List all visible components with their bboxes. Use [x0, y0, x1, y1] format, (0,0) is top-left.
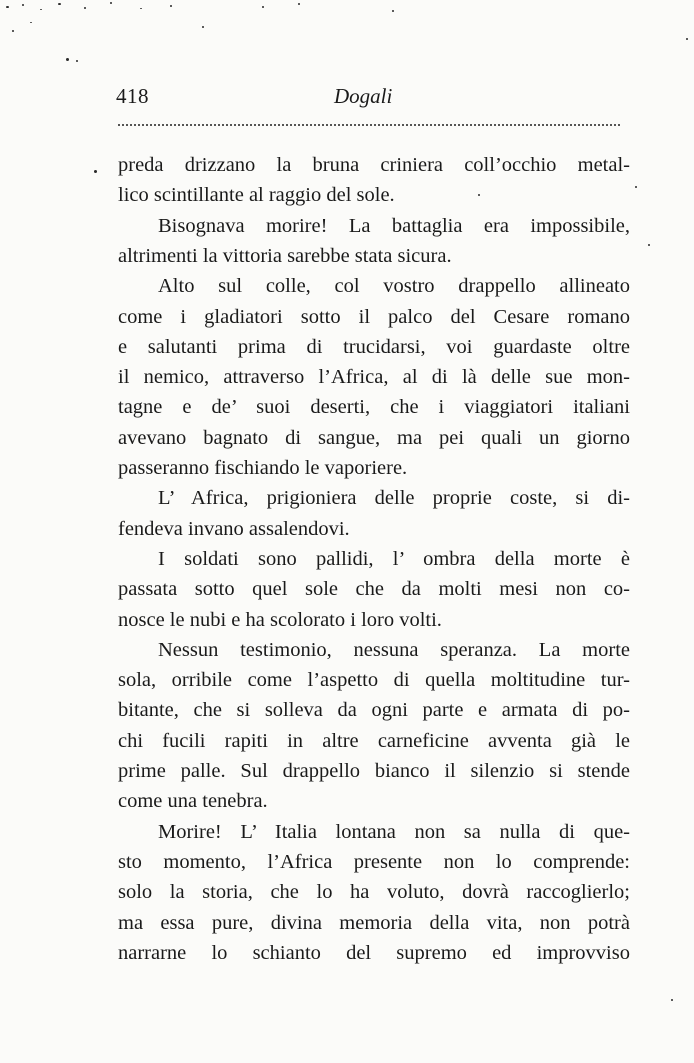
text-line: sola, orribile come l’aspetto di quella moltitudine tur- — [118, 669, 630, 691]
text-line: avevano bagnato di sangue, ma pei quali un giorno — [118, 427, 630, 449]
text-line: come i gladiatori sotto il palco del Cesare romano — [118, 306, 630, 328]
text-line: chi fucili rapiti in altre carneficine avventa già le — [118, 730, 630, 752]
text-line: e salutanti prima di trucidarsi, voi guardaste oltre — [118, 336, 630, 358]
text-line: narrarne lo schianto del supremo ed improvviso — [118, 942, 630, 964]
page-number: 418 — [116, 84, 149, 108]
text-line: ma essa pure, divina memoria della vita, non potrà — [118, 912, 630, 934]
text-line: preda drizzano la bruna criniera coll’occhio metal- — [118, 154, 630, 176]
text-line: bitante, che si solleva da ogni parte e armata di po- — [118, 699, 630, 721]
running-title: Dogali — [334, 84, 393, 108]
text-line: I soldati sono pallidi, l’ ombra della morte è — [158, 548, 630, 570]
text-line: Nessun testimonio, nessuna speranza. La morte — [158, 639, 630, 661]
text-line: Bisognava morire! La battaglia era impossibile, — [158, 215, 630, 237]
text-line: altrimenti la vittoria sarebbe stata sicura. — [118, 245, 452, 267]
text-line: lico scintillante al raggio del sole. — [118, 184, 395, 206]
text-line: nosce le nubi e ha scolorato i loro volti. — [118, 609, 442, 631]
text-line: Alto sul colle, col vostro drappello allineato — [158, 275, 630, 297]
text-line: come una tenebra. — [118, 790, 268, 812]
text-line: passeranno fischiando le vaporiere. — [118, 457, 408, 479]
text-line: il nemico, attraverso l’Africa, al di là delle sue mon- — [118, 366, 630, 388]
text-line: tagne e de’ suoi deserti, che i viaggiatori italiani — [118, 396, 630, 418]
text-line: sto momento, l’Africa presente non lo comprende: — [118, 851, 630, 873]
text-line: Morire! L’ Italia lontana non sa nulla di que- — [158, 821, 630, 843]
text-line: passata sotto quel sole che da molti mesi non co- — [118, 578, 630, 600]
text-line: prime palle. Sul drappello bianco il silenzio si stende — [118, 760, 630, 782]
text-line: fendeva invano assalendovi. — [118, 518, 350, 540]
header-rule — [118, 124, 620, 126]
text-line: L’ Africa, prigioniera delle proprie coste, si di- — [158, 487, 630, 509]
text-line: solo la storia, che lo ha voluto, dovrà raccoglierlo; — [118, 881, 630, 903]
